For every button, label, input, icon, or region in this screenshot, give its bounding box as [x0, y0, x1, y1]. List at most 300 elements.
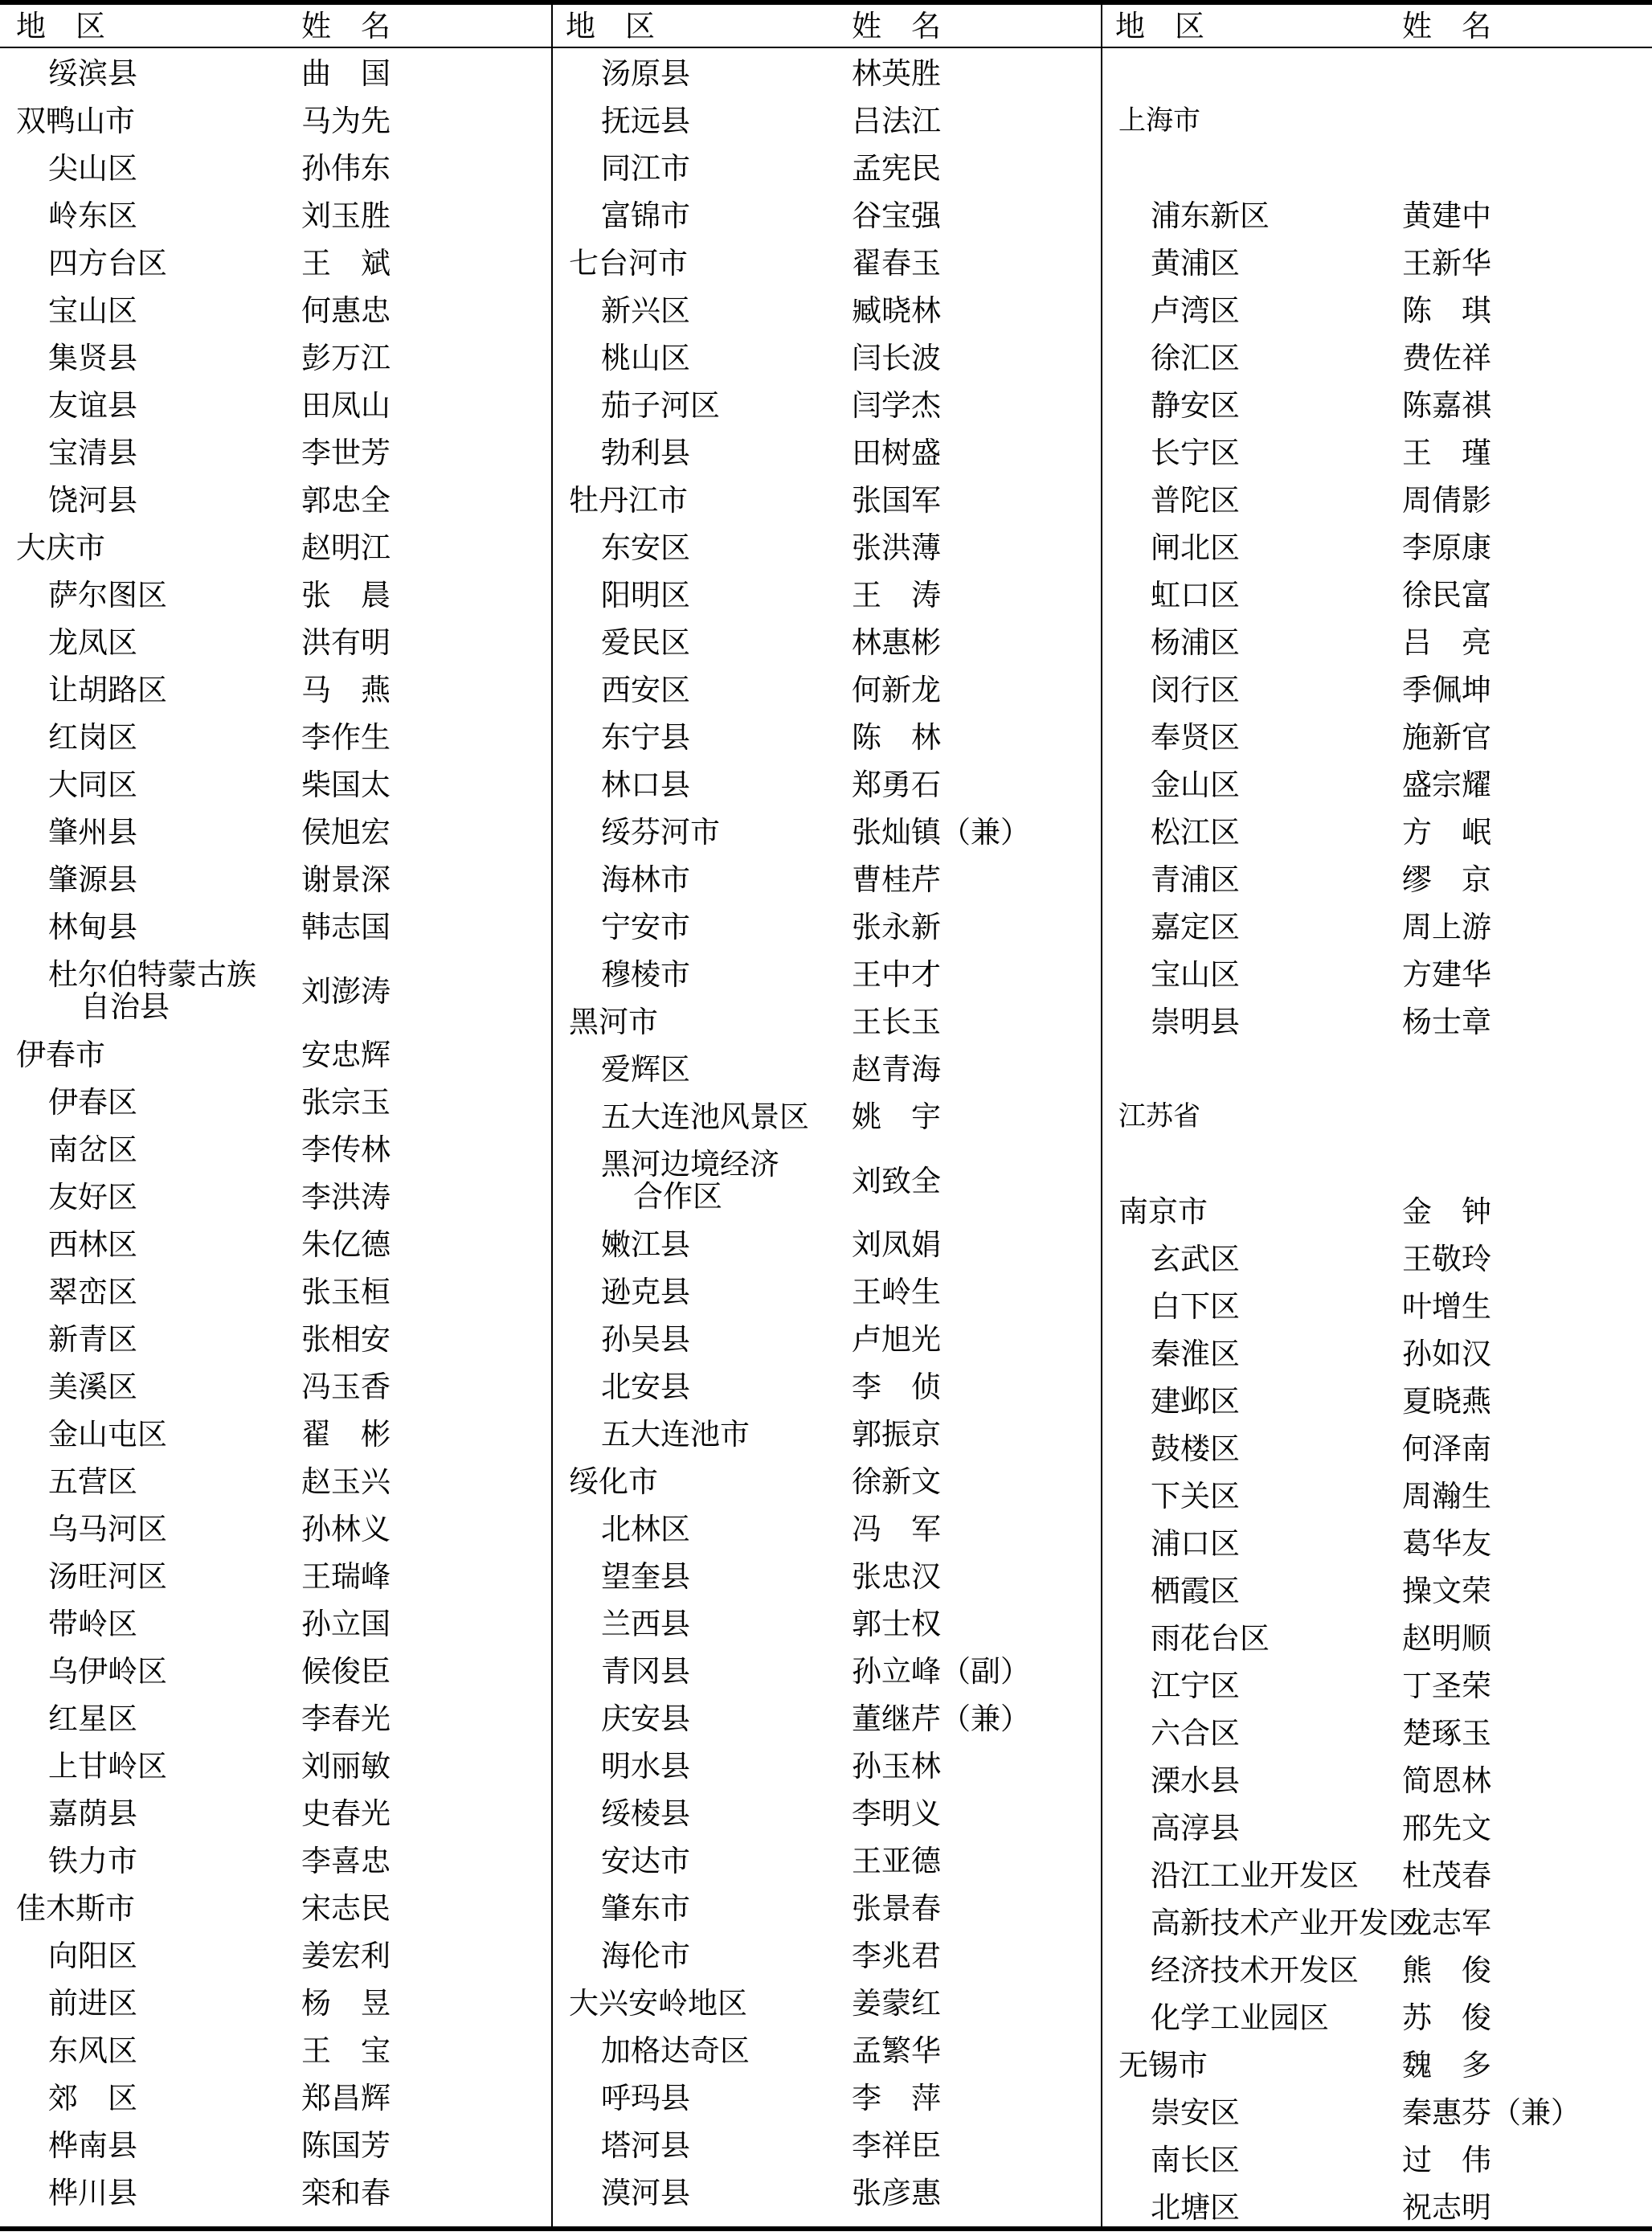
table-row: [553, 192, 1101, 240]
official-name: 李原康: [1402, 530, 1491, 565]
table-row: [1102, 240, 1652, 287]
table-row: [553, 382, 1101, 429]
district-name: 萨尔图区: [48, 578, 167, 612]
district-name: 乌马河区: [48, 1512, 167, 1546]
district-name: 林甸县: [48, 910, 137, 944]
table-row: [553, 998, 1101, 1046]
official-name: 郑勇石: [852, 768, 941, 802]
official-name: 刘致全: [852, 1163, 941, 1198]
table-row: [1102, 998, 1652, 1046]
official-name: 朱亿德: [301, 1227, 391, 1262]
district-name: 桃山区: [601, 341, 690, 375]
district-name: 宝山区: [1151, 957, 1240, 992]
table-row: [553, 951, 1101, 998]
header-region: 地 区: [16, 9, 105, 43]
header-region: 地 区: [1115, 9, 1204, 43]
official-name: 叶增生: [1402, 1289, 1491, 1324]
table-row: [553, 1093, 1101, 1141]
table-row: [0, 1268, 551, 1316]
district-name: 望奎县: [601, 1559, 690, 1594]
district-name: 青冈县: [601, 1654, 690, 1689]
district-name: 化学工业园区: [1151, 2001, 1329, 2035]
official-name: 王岭生: [852, 1275, 941, 1309]
district-name: 富锦市: [601, 199, 690, 233]
table-row: [1102, 951, 1652, 998]
district-name: 宝清县: [48, 436, 137, 470]
district-name: [48, 959, 289, 1023]
table-row: [1102, 1852, 1652, 1899]
table-row: [553, 97, 1101, 145]
table-row: [0, 240, 551, 287]
official-name: 施新官: [1402, 720, 1491, 755]
table-row: [0, 619, 551, 666]
district-name: 绥芬河市: [601, 815, 720, 850]
district-name: 友谊县: [48, 388, 137, 423]
official-name: 姚 宇: [852, 1100, 941, 1134]
district-name: 桦川县: [48, 2176, 137, 2210]
table-row: [0, 2027, 551, 2074]
table-row: [1102, 1947, 1652, 1994]
top-rule: [0, 0, 1652, 5]
official-name: 何惠忠: [301, 293, 391, 328]
official-name: 赵玉兴: [301, 1464, 391, 1499]
table-row: [1102, 1757, 1652, 1804]
city-name: 伊春市: [16, 1038, 105, 1072]
official-name: 周倩影: [1402, 483, 1491, 518]
district-name: 带岭区: [48, 1607, 137, 1641]
district-name: 郊 区: [48, 2081, 137, 2115]
official-name: 林惠彬: [852, 625, 941, 660]
official-name: 张彦惠: [852, 2176, 941, 2210]
official-name: 田树盛: [852, 436, 941, 470]
table-row: [1102, 1710, 1652, 1757]
official-name: 孟宪民: [852, 151, 941, 186]
district-name: 松江区: [1151, 815, 1240, 850]
official-name: 陈嘉祺: [1402, 388, 1491, 423]
official-name: 李春光: [301, 1702, 391, 1736]
table-row: [1102, 571, 1652, 619]
table-row: [553, 287, 1101, 334]
district-name: 上甘岭区: [48, 1749, 167, 1783]
district-name: 闵行区: [1151, 673, 1240, 707]
official-name: 孟繁华: [852, 2033, 941, 2068]
official-name: 陈 琪: [1402, 293, 1491, 328]
official-name: 李传林: [301, 1132, 391, 1167]
table-row: [1102, 1235, 1652, 1283]
official-name: 姜宏利: [301, 1939, 391, 1973]
district-name: 秦淮区: [1151, 1337, 1240, 1371]
district-name: 金山屯区: [48, 1417, 167, 1452]
table-row: [1102, 1520, 1652, 1567]
district-name: 向阳区: [48, 1939, 137, 1973]
table-row: [1102, 666, 1652, 714]
district-name: 崇安区: [1151, 2095, 1240, 2130]
table-row: [0, 1316, 551, 1363]
official-name: 何泽南: [1402, 1431, 1491, 1466]
district-name: 金山区: [1151, 768, 1240, 802]
official-name: 王长玉: [852, 1005, 941, 1039]
official-name: 方 岷: [1402, 815, 1491, 850]
table-row: [0, 1221, 551, 1268]
table-row: [1102, 524, 1652, 571]
district-name-line: 自治县: [80, 989, 170, 1024]
district-name: 南岔区: [48, 1132, 137, 1167]
official-name: 楚琢玉: [1402, 1716, 1491, 1751]
table-row: [553, 1600, 1101, 1648]
district-name: 新青区: [48, 1322, 137, 1357]
official-name: 宋志民: [301, 1891, 391, 1926]
district-name: 汤旺河区: [48, 1559, 167, 1594]
table-row: [0, 1553, 551, 1600]
table-row: [1102, 2089, 1652, 2136]
header-name: 姓 名: [1402, 9, 1491, 43]
official-name: 谷宝强: [852, 199, 941, 233]
official-name: 金 钟: [1402, 1194, 1491, 1229]
official-name: 吕 亮: [1402, 625, 1491, 660]
official-name: 郭振京: [852, 1417, 941, 1452]
district-name: 友好区: [48, 1180, 137, 1214]
table-row: [553, 1046, 1101, 1093]
table-row: [0, 1743, 551, 1790]
table-row: [553, 571, 1101, 619]
table-row: [553, 2122, 1101, 2169]
district-name: 栖霞区: [1151, 1574, 1240, 1608]
table-row: [0, 50, 551, 97]
official-name: 秦惠芬（兼）: [1402, 2095, 1580, 2130]
table-row: [553, 1268, 1101, 1316]
table-row: [1102, 1472, 1652, 1520]
province-heading: 江苏省: [1118, 1100, 1200, 1132]
city-name: 大兴安岭地区: [569, 1986, 747, 2021]
table-row: [1102, 903, 1652, 951]
district-name: 林口县: [601, 768, 690, 802]
official-name: 王敬玲: [1402, 1242, 1491, 1276]
table-row: [553, 809, 1101, 856]
table-row: [1102, 1283, 1652, 1330]
table-row: [553, 429, 1101, 477]
district-name: 高淳县: [1151, 1811, 1240, 1845]
table-row: [0, 1790, 551, 1837]
district-name: 东安区: [601, 530, 690, 565]
official-name: 曲 国: [301, 56, 391, 91]
district-name: 肇东市: [601, 1891, 690, 1926]
district-name: 穆棱市: [601, 957, 690, 992]
table-row: [553, 334, 1101, 382]
district-name: 杨浦区: [1151, 625, 1240, 660]
district-name: 海伦市: [601, 1939, 690, 1973]
official-name: 缪 京: [1402, 862, 1491, 897]
table-row: [553, 1505, 1101, 1553]
table-row: [553, 1790, 1101, 1837]
table-row: [0, 1505, 551, 1553]
table-row: [553, 145, 1101, 192]
official-name: 赵明江: [301, 530, 391, 565]
table-row: [553, 50, 1101, 97]
official-name: 吕法江: [852, 104, 941, 138]
table-row: [0, 1695, 551, 1743]
table-row: [553, 1980, 1101, 2027]
table-row: [0, 1932, 551, 1980]
district-name: 经济技术开发区: [1151, 1953, 1359, 1988]
table-row: [553, 1695, 1101, 1743]
official-name: 孙如汉: [1402, 1337, 1491, 1371]
table-row: [0, 1648, 551, 1695]
official-name: 洪有明: [301, 625, 391, 660]
official-name: 葛华友: [1402, 1526, 1491, 1561]
official-name: 王亚德: [852, 1844, 941, 1878]
header-region: 地 区: [566, 9, 655, 43]
official-name: 孙伟东: [301, 151, 391, 186]
city-name: 大庆市: [16, 530, 105, 565]
district-name: 青浦区: [1151, 862, 1240, 897]
district-name-line: 黑河边境经济: [601, 1147, 779, 1181]
district-name: 雨花台区: [1151, 1621, 1270, 1656]
official-name: 张相安: [301, 1322, 391, 1357]
table-row: [1102, 1662, 1652, 1710]
official-name: 李祥臣: [852, 2128, 941, 2163]
district-name: 普陀区: [1151, 483, 1240, 518]
district-name: 崇明县: [1151, 1005, 1240, 1039]
official-name: 郭忠全: [301, 483, 391, 518]
district-name: 爱辉区: [601, 1052, 690, 1087]
district-name: 红星区: [48, 1702, 137, 1736]
official-name: 徐新文: [852, 1464, 941, 1499]
official-name: 曹桂芹: [852, 862, 941, 897]
district-name: 岭东区: [48, 199, 137, 233]
city-name: 佳木斯市: [16, 1891, 135, 1926]
district-name: 东宁县: [601, 720, 690, 755]
official-name: 李 侦: [852, 1370, 941, 1404]
table-row: [553, 761, 1101, 809]
official-name: 王瑞峰: [301, 1559, 391, 1594]
official-name: 过 伟: [1402, 2143, 1491, 2177]
official-name: 周瀚生: [1402, 1479, 1491, 1513]
official-name: 魏 多: [1402, 2048, 1491, 2082]
official-name: 王中才: [852, 957, 941, 992]
district-name: 兰西县: [601, 1607, 690, 1641]
official-name: 马为先: [301, 104, 391, 138]
province-heading-row: [1102, 1093, 1652, 1141]
city-name: 牡丹江市: [569, 483, 688, 518]
table-row: [553, 1837, 1101, 1885]
official-name: 季佩坤: [1402, 673, 1491, 707]
official-name: 李作生: [301, 720, 391, 755]
district-name: 东风区: [48, 2033, 137, 2068]
official-name: 张灿镇（兼）: [852, 815, 1030, 850]
table-row: [0, 1031, 551, 1079]
district-name-line: 合作区: [633, 1179, 722, 1214]
city-name: 无锡市: [1118, 2048, 1208, 2082]
table-row: [0, 1079, 551, 1126]
official-name: 徐民富: [1402, 578, 1491, 612]
official-name: 马 燕: [301, 673, 391, 707]
official-name: 张永新: [852, 910, 941, 944]
table-row: [1102, 477, 1652, 524]
table-row: [0, 477, 551, 524]
table-row: [0, 334, 551, 382]
official-name: 何新龙: [852, 673, 941, 707]
district-name: 饶河县: [48, 483, 137, 518]
table-row: [553, 1648, 1101, 1695]
table-row: [1102, 287, 1652, 334]
table-row: [1102, 1378, 1652, 1425]
table-row: [553, 1221, 1101, 1268]
official-name: 王 瑾: [1402, 436, 1491, 470]
table-row: [1102, 334, 1652, 382]
table-row: [553, 1743, 1101, 1790]
official-name: 操文荣: [1402, 1574, 1491, 1608]
official-name: 盛宗耀: [1402, 768, 1491, 802]
official-name: 苏 俊: [1402, 2001, 1491, 2035]
district-name: 北塘区: [1151, 2190, 1240, 2225]
official-name: 谢景深: [301, 862, 391, 897]
official-name: 郑昌辉: [301, 2081, 391, 2115]
official-name: 林英胜: [852, 56, 941, 91]
table-row: [0, 429, 551, 477]
district-name: 勃利县: [601, 436, 690, 470]
table-row: [1102, 714, 1652, 761]
official-name: 闫长波: [852, 341, 941, 375]
table-row: [1102, 50, 1652, 97]
table-row: [553, 856, 1101, 903]
official-name: 张宗玉: [301, 1085, 391, 1120]
district-name: 汤原县: [601, 56, 690, 91]
district-name: 庆安县: [601, 1702, 690, 1736]
official-name: 熊 俊: [1402, 1953, 1491, 1988]
table-row: [1102, 856, 1652, 903]
district-name: 五大连池市: [601, 1417, 750, 1452]
table-row: [553, 1411, 1101, 1458]
district-name: 伊春区: [48, 1085, 137, 1120]
table-row: [1102, 1188, 1652, 1235]
district-name: 北安县: [601, 1370, 690, 1404]
district-name: 黄浦区: [1151, 246, 1240, 281]
table-row: [1102, 1141, 1652, 1188]
table-row: [553, 2027, 1101, 2074]
header-name: 姓 名: [301, 9, 391, 43]
district-name: 四方台区: [48, 246, 167, 281]
table-row: [553, 903, 1101, 951]
table-row: [0, 1126, 551, 1173]
district-name: 新兴区: [601, 293, 690, 328]
district-name: 阳明区: [601, 578, 690, 612]
table-row: [0, 145, 551, 192]
table-row: [1102, 1615, 1652, 1662]
table-row: [553, 1885, 1101, 1932]
official-name: 孙玉林: [852, 1749, 941, 1783]
province-heading: 上海市: [1118, 104, 1200, 137]
official-name: 李 萍: [852, 2081, 941, 2115]
official-name: 陈国芳: [301, 2128, 391, 2163]
official-name: 栾和春: [301, 2176, 391, 2210]
table-row: [1102, 2184, 1652, 2231]
district-name: 茄子河区: [601, 388, 720, 423]
official-name: 孙林义: [301, 1512, 391, 1546]
table-row: [0, 1885, 551, 1932]
table-row: [0, 761, 551, 809]
official-name: 田凤山: [301, 388, 391, 423]
official-name: 闫学杰: [852, 388, 941, 423]
table-row: [0, 809, 551, 856]
table-row: [553, 1363, 1101, 1411]
official-name: 孙立峰（副）: [852, 1654, 1030, 1689]
district-name: 鼓楼区: [1151, 1431, 1240, 1466]
district-name: 五大连池风景区: [601, 1100, 809, 1134]
official-name: 姜蒙红: [852, 1986, 941, 2021]
district-name: 明水县: [601, 1749, 690, 1783]
district-name: 安达市: [601, 1844, 690, 1878]
official-name: 周上游: [1402, 910, 1491, 944]
official-name: 彭万江: [301, 341, 391, 375]
table-row: [0, 382, 551, 429]
district-name: 漠河县: [601, 2176, 690, 2210]
official-name: 赵青海: [852, 1052, 941, 1087]
table-row: [553, 477, 1101, 524]
table-row: [553, 524, 1101, 571]
official-name: 李兆君: [852, 1939, 941, 1973]
table-row: [0, 903, 551, 951]
official-name: 王新华: [1402, 246, 1491, 281]
table-row: [1102, 1899, 1652, 1947]
official-name: 方建华: [1402, 957, 1491, 992]
official-name: 冯 军: [852, 1512, 941, 1546]
official-name: 郭士权: [852, 1607, 941, 1641]
official-name: 王 宝: [301, 2033, 391, 2068]
official-name: 侯旭宏: [301, 815, 391, 850]
district-name: 浦东新区: [1151, 199, 1270, 233]
district-name: 卢湾区: [1151, 293, 1240, 328]
district-name: 龙凤区: [48, 625, 137, 660]
district-name: 闸北区: [1151, 530, 1240, 565]
district-name: 玄武区: [1151, 1242, 1240, 1276]
table-row: [1102, 2041, 1652, 2089]
official-name: 孙立国: [301, 1607, 391, 1641]
table-row: [0, 2074, 551, 2122]
district-name: 西林区: [48, 1227, 137, 1262]
table-row: [553, 714, 1101, 761]
table-row: [553, 2074, 1101, 2122]
official-name: 刘丽敏: [301, 1749, 391, 1783]
official-name: 臧晓林: [852, 293, 941, 328]
table-row: [0, 856, 551, 903]
table-row: [553, 240, 1101, 287]
official-name: 张景春: [852, 1891, 941, 1926]
official-name: 陈 林: [852, 720, 941, 755]
table-row: [0, 1600, 551, 1648]
official-name: 董继芹（兼）: [852, 1702, 1030, 1736]
official-name: 费佐祥: [1402, 341, 1491, 375]
official-name: 邢先文: [1402, 1811, 1491, 1845]
district-name: 宝山区: [48, 293, 137, 328]
table-row: [0, 571, 551, 619]
city-name: 南京市: [1118, 1194, 1208, 1229]
table-row: [1102, 761, 1652, 809]
district-name: 虹口区: [1151, 578, 1240, 612]
district-name: [601, 1149, 842, 1213]
table-row: [1102, 1804, 1652, 1852]
district-name: 海林市: [601, 862, 690, 897]
district-name: 建邺区: [1151, 1384, 1240, 1419]
official-name: 张国军: [852, 483, 941, 518]
official-name: 刘凤娟: [852, 1227, 941, 1262]
table-row: [1102, 2136, 1652, 2184]
district-name-line: 杜尔伯特蒙古族: [48, 957, 256, 992]
district-name: 绥棱县: [601, 1796, 690, 1831]
district-name: 前进区: [48, 1986, 137, 2021]
district-name: 同江市: [601, 151, 690, 186]
district-name: 逊克县: [601, 1275, 690, 1309]
district-name: 尖山区: [48, 151, 137, 186]
